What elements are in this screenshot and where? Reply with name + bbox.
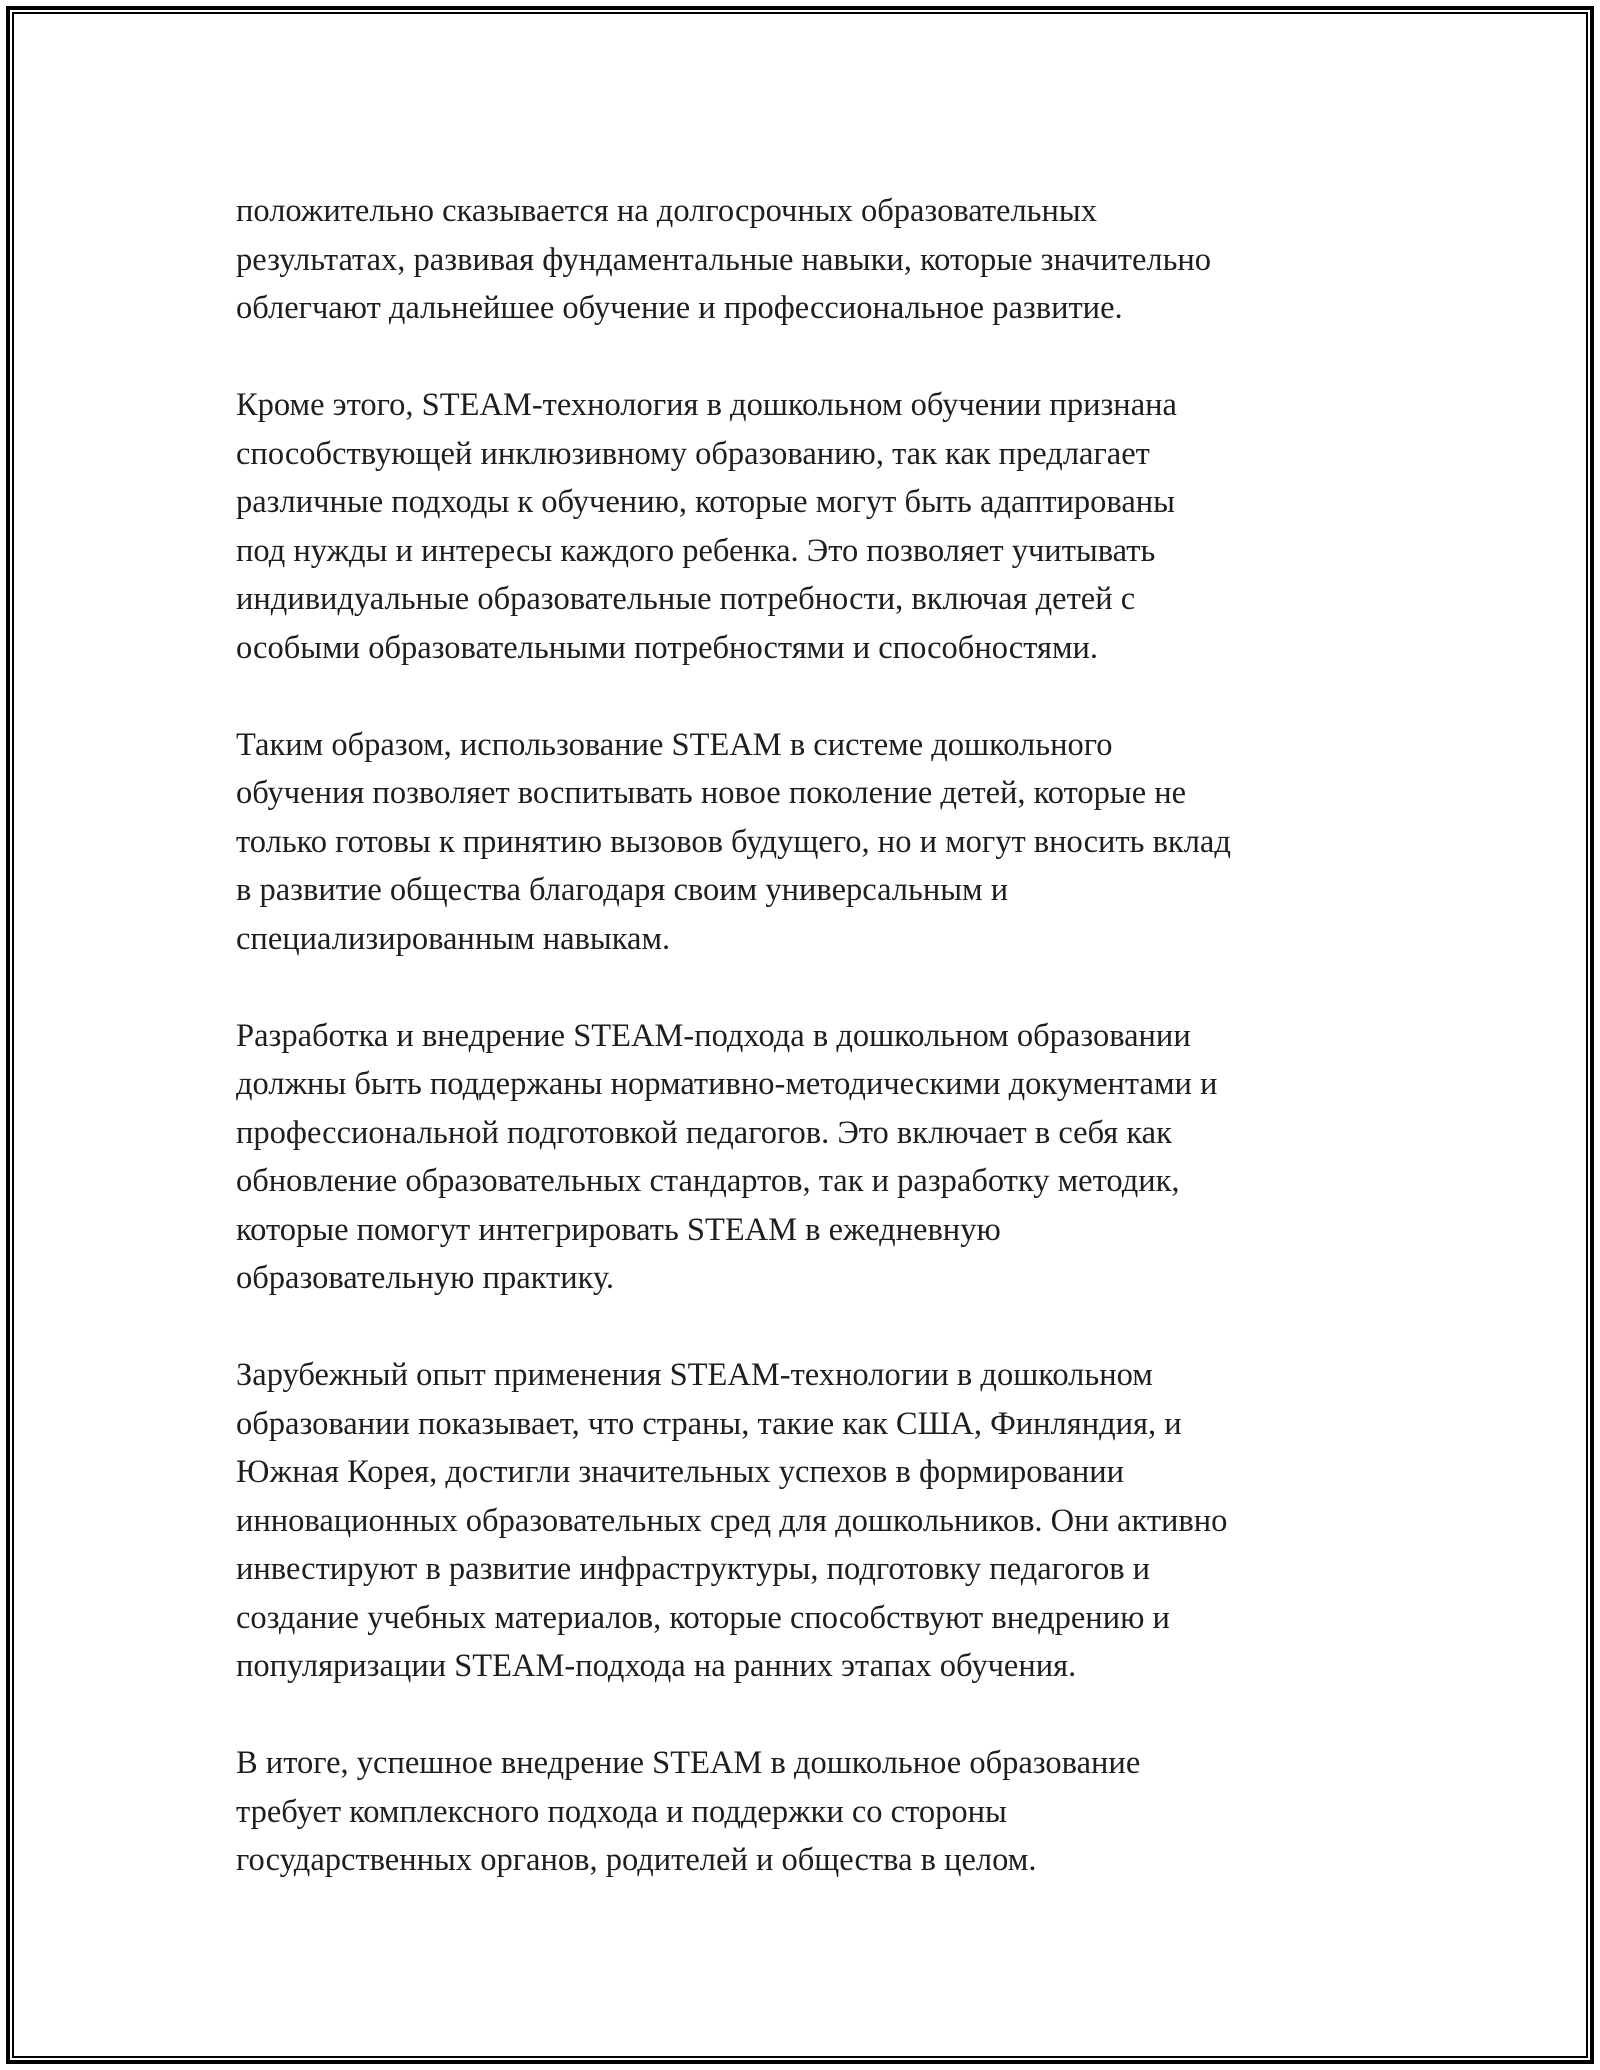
text-line: способствующей инклюзивному образованию, так как предлагает (236, 435, 1150, 472)
paragraph-1 (236, 187, 1400, 333)
text-line: под нужды и интересы каждого ребенка. Это позволяет учитывать (236, 532, 1156, 569)
text-line: положительно сказывается на долгосрочных образовательных (236, 193, 1097, 229)
text-line: должны быть поддержаны нормативно-методическими документами и (236, 1066, 1218, 1102)
text-line: образовательную практику. (236, 1260, 615, 1296)
text-line: особыми образовательными потребностями и способностями. (236, 629, 1099, 666)
text-line: различные подходы к обучению, которые могут быть адаптированы (236, 484, 1175, 520)
text-line: специализированным навыкам. (236, 920, 671, 957)
text-line: в развитие общества благодаря своим универсальным и (236, 872, 1009, 908)
paragraph-6 (236, 1739, 1400, 1885)
text-line: результатах, развивая фундаментальные навыки, которые значительно (236, 241, 1212, 278)
text-line: которые помогут интегрировать STEAM в ежедневную (236, 1211, 1001, 1248)
text-line: Таким образом, использование STEAM в системе дошкольного (236, 726, 1113, 763)
text-line: Кроме этого, STEAM-технология в дошкольном обучении признана (236, 387, 1177, 423)
paragraph-3 (236, 721, 1400, 964)
text-line: индивидуальные образовательные потребности, включая детей с (236, 581, 1136, 617)
text-line: создание учебных материалов, которые способствуют внедрению и (236, 1599, 1170, 1636)
text-line: инновационных образовательных сред для дошкольников. Они активно (236, 1502, 1228, 1539)
paragraph-5 (236, 1351, 1400, 1691)
text-line: обновление образовательных стандартов, так и разработку методик, (236, 1163, 1180, 1199)
paragraph-4 (236, 1012, 1400, 1303)
text-line: популяризации STEAM-подхода на ранних этапах обучения. (236, 1648, 1077, 1684)
text-line: образовании показывает, что страны, такие как США, Финляндия, и (236, 1405, 1182, 1442)
text-line: государственных органов, родителей и общества в целом. (236, 1842, 1037, 1878)
text-line: обучения позволяет воспитывать новое поколение детей, которые не (236, 775, 1187, 811)
document-body (236, 187, 1400, 1933)
text-line: требует комплексного подхода и поддержки со стороны (236, 1793, 1007, 1830)
text-line: инвестируют в развитие инфраструктуры, подготовку педагогов и (236, 1551, 1151, 1587)
text-line: только готовы к принятию вызовов будущего, но и могут вносить вклад (236, 823, 1231, 860)
text-line: Разработка и внедрение STEAM-подхода в дошкольном образовании (236, 1017, 1191, 1054)
paragraph-2 (236, 381, 1400, 672)
text-line: Зарубежный опыт применения STEAM-технологии в дошкольном (236, 1357, 1153, 1393)
text-line: Южная Корея, достигли значительных успехов в формировании (236, 1454, 1125, 1490)
text-line: облегчают дальнейшее обучение и профессиональное развитие. (236, 290, 1123, 326)
text-line: профессиональной подготовкой педагогов. Это включает в себя как (236, 1114, 1172, 1151)
text-line: В итоге, успешное внедрение STEAM в дошкольное образование (236, 1745, 1141, 1781)
